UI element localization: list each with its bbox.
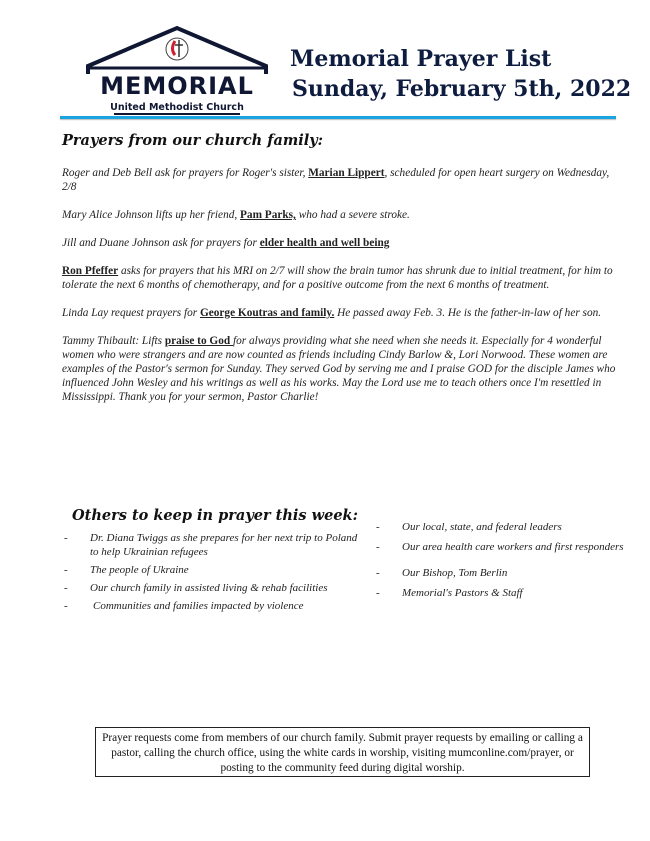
others-heading: Others to keep in prayer this week: [72,507,358,524]
list-item: - Our church family in assisted living & rehab facilities [62,581,362,595]
prayer-item: Jill and Duane Johnson ask for prayers for elder health and well being [62,237,390,249]
page-title [290,44,631,104]
list-item: - Our Bishop, Tom Berlin [374,566,624,580]
prayer-item: Roger and Deb Bell ask for prayers for Roger's sister, Marian Lippert, scheduled for open heart surgery on Wednesday, 2/8 [62,167,610,193]
others-right-list [374,520,624,604]
list-item: - Memorial's Pastors & Staff [374,586,624,600]
prayer-item: Ron Pfeffer asks for prayers that his MRI on 2/7 will show the brain tumor has shrunk due to initial treatment, for him to tolerate the next 6 months of chemotherapy, and for a positive outcome from the next 6 months of treatment. [62,265,613,291]
logo-name: MEMORIAL [100,72,254,100]
logo-subtitle: United Methodist Church [110,102,244,113]
list-item: - Communities and families impacted by violence [62,599,362,613]
prayer-item: Linda Lay request prayers for George Koutras and family. He passed away Feb. 3. He is the father-in-law of her son. [62,307,602,319]
others-left-list [62,531,362,617]
list-item: - Our local, state, and federal leaders [374,520,624,534]
header-divider [60,116,616,119]
date: Sunday, February 5th, 2022 [292,76,632,102]
prayer-item: Mary Alice Johnson lifts up her friend, Pam Parks, who had a severe stroke. [62,209,410,221]
list-item: - Dr. Diana Twiggs as she prepares for her next trip to Poland to help Ukrainian refugees [62,531,362,559]
prayer-item: Tammy Thibault: Lifts praise to God for always providing what she need when she needs it. Especially for 4 wonderful women who were strangers and are now counted as friends including Cindy Barlow &, Lori Norwood. These women are examples of the Pastor's sermon for Sunday. They served God by serving me and I praise GOD for the disciple James who influenced John Wesley and his writings as well as his works. May the Lord use me to teach others once I'm resettled in Mississippi. Thank you for your sermon, Pastor Charlie! [62,335,616,403]
footer-note: Prayer requests come from members of our church family. Submit prayer requests by emailing or calling a pastor, calling the church office, using the white cards in worship, visiting mumconline.com/prayer, or posting to the community feed during digital worship. [95,727,590,777]
list-item: - Our area health care workers and first responders [374,540,624,554]
prayer-list [62,166,618,418]
title: Memorial Prayer List [290,46,552,72]
list-item: - The people of Ukraine [62,563,362,577]
church-family-heading: Prayers from our church family: [62,132,324,149]
church-logo [84,24,270,116]
